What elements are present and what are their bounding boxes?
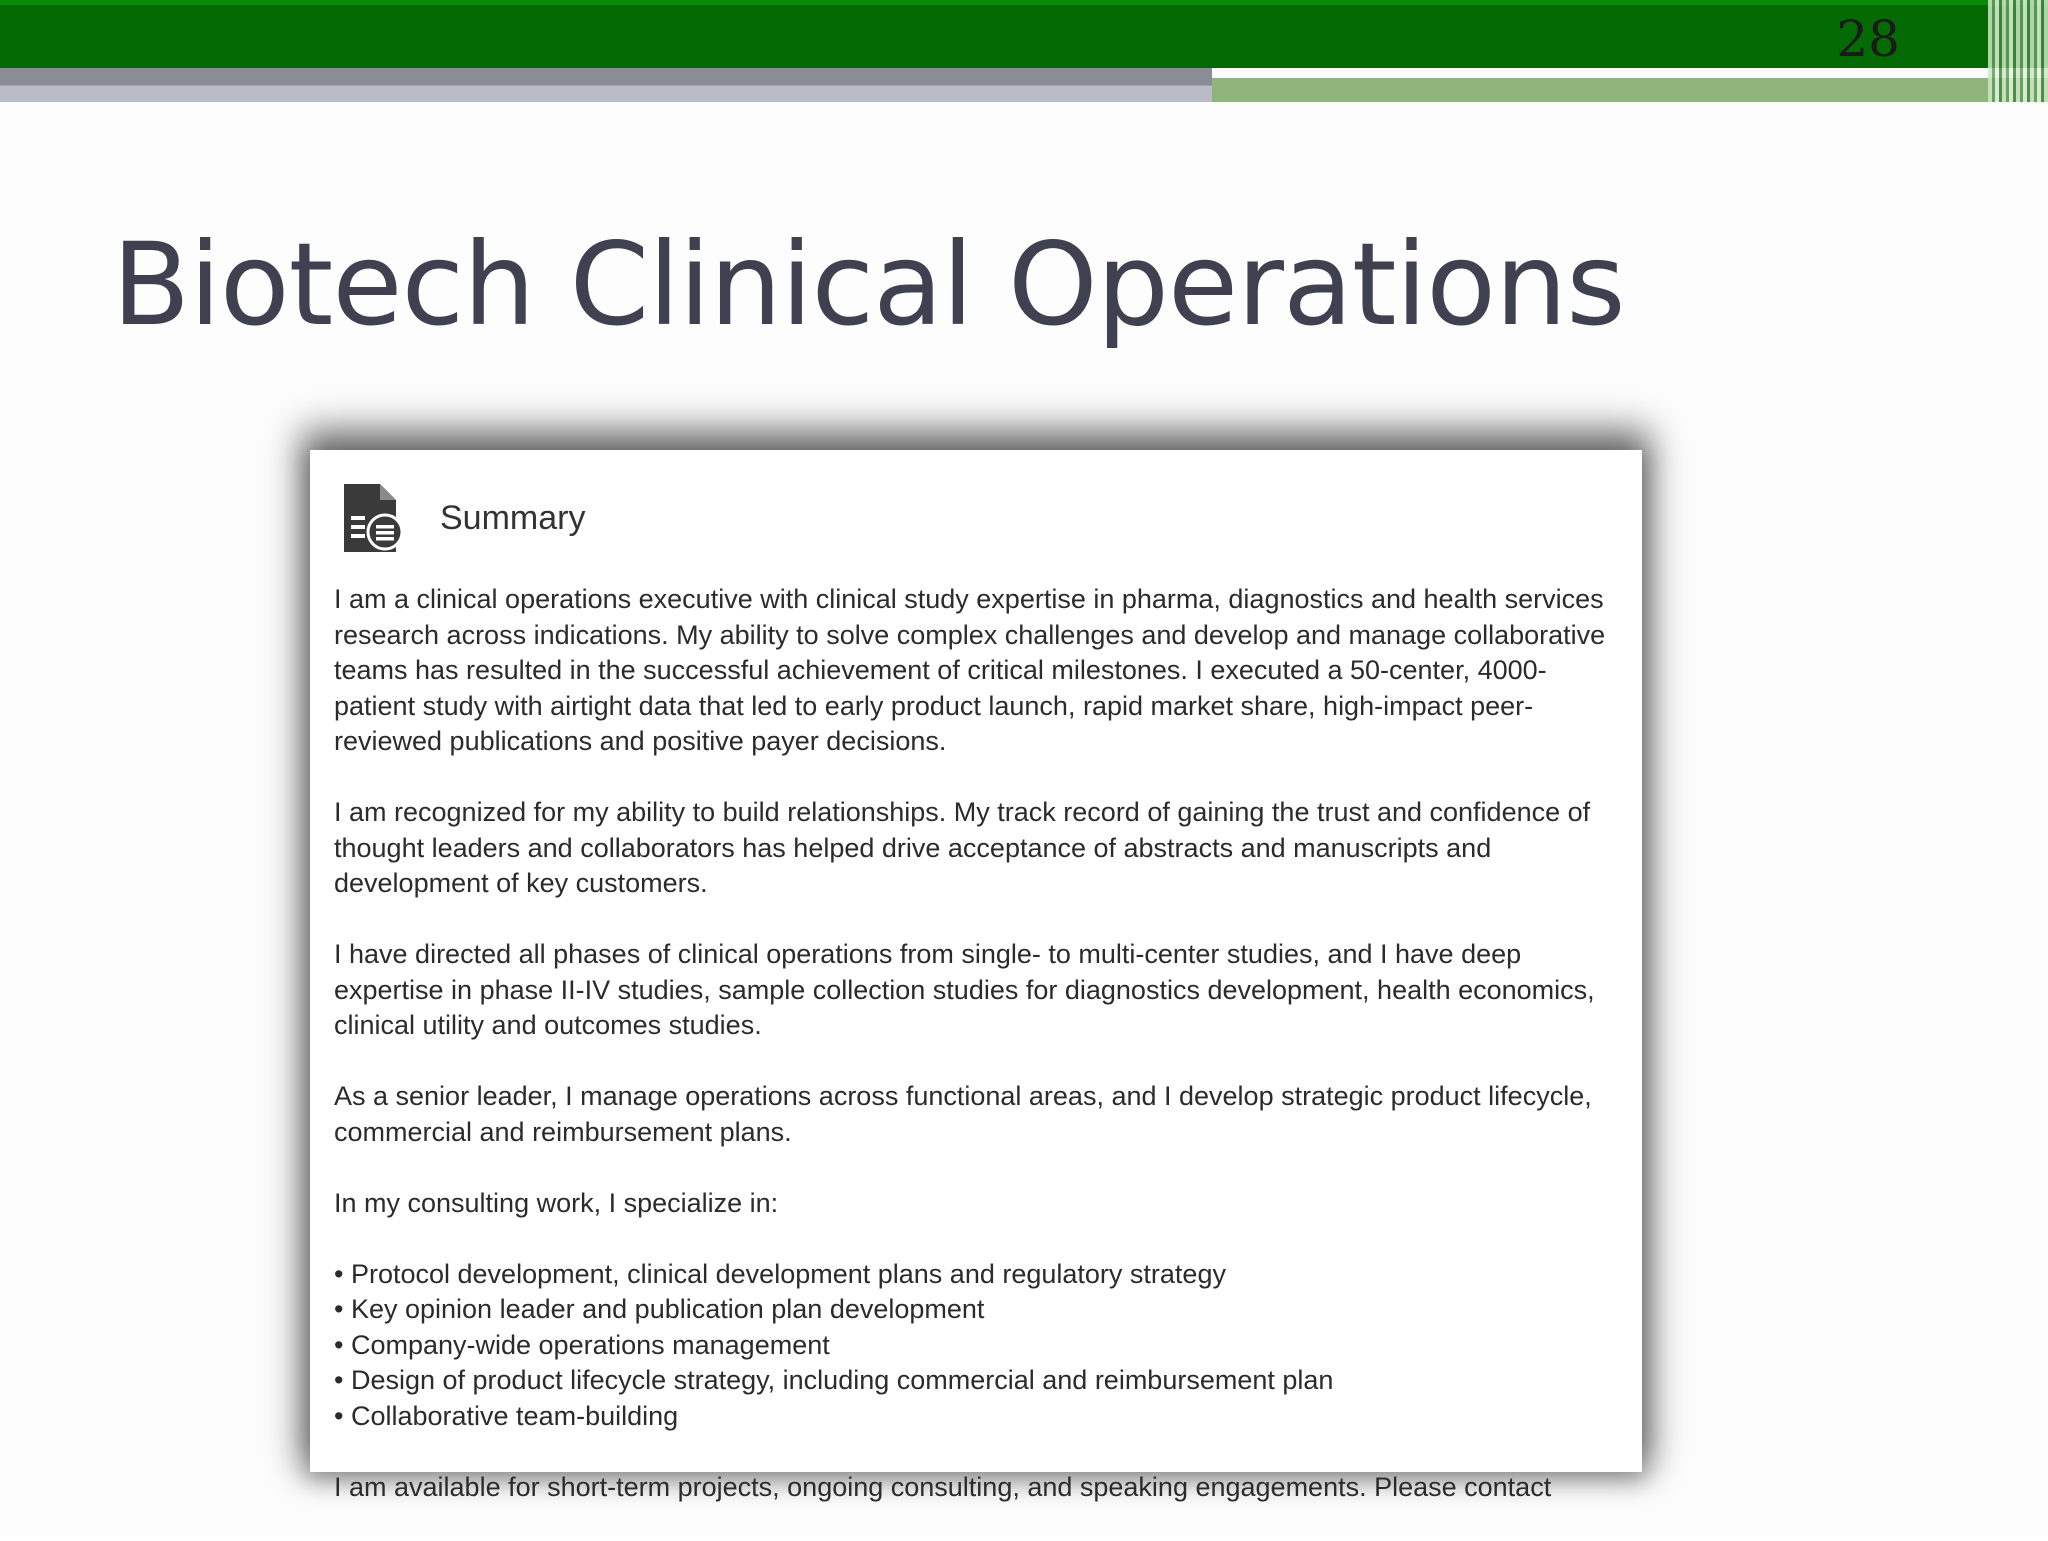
summary-heading: Summary [440,498,586,537]
specialty-item: • Company-wide operations management [334,1328,1624,1364]
specialties-list [334,1257,1624,1435]
document-summary-icon [340,482,404,554]
header-edge-stripes [1988,0,2048,102]
header-green-band [0,0,2048,68]
consulting-intro: In my consulting work, I specialize in: [334,1187,779,1218]
header-light-green-band [1212,78,2048,102]
summary-paragraph: I have directed all phases of clinical operations from single- to multi-center studies, and I have deep expertise in phase II-IV studies, sample collection studies for diagnostics development, health economics, clinical utility and outcomes studies. [334,939,1595,1040]
page-number: 28 [1836,10,1900,68]
specialty-item: • Protocol development, clinical development plans and regulatory strategy [334,1257,1624,1293]
specialty-item: • Collaborative team-building [334,1399,1624,1435]
specialty-item: • Design of product lifecycle strategy, including commercial and reimbursement plan [334,1363,1624,1399]
slide-title: Biotech Clinical Operations [112,218,1625,351]
linkedin-summary-card [310,450,1642,1502]
summary-closing: I am available for short-term projects, ongoing consulting, and speaking engagements. Please contact [334,1471,1552,1502]
summary-body [334,582,1624,1541]
summary-header [340,482,585,554]
summary-paragraph: I am recognized for my ability to build relationships. My track record of gaining the trust and confidence of thought leaders and collaborators has helped drive acceptance of abstracts and manuscripts and development of key customers. [334,797,1591,898]
specialty-item: • Key opinion leader and publication plan development [334,1292,1624,1328]
summary-paragraph: I am a clinical operations executive with clinical study expertise in pharma, diagnostics and health services research across indications. My ability to solve complex challenges and develop and manage collaborative teams has resulted in the successful achievement of critical milestones. I executed a 50-center, 4000-patient study with airtight data that led to early product launch, rapid market share, high-impact peer-reviewed publications and positive payer decisions. [334,584,1606,756]
header-grey-band [0,68,1212,102]
summary-paragraph: As a senior leader, I manage operations across functional areas, and I develop strategic product lifecycle, commercial and reimbursement plans. [334,1081,1592,1147]
